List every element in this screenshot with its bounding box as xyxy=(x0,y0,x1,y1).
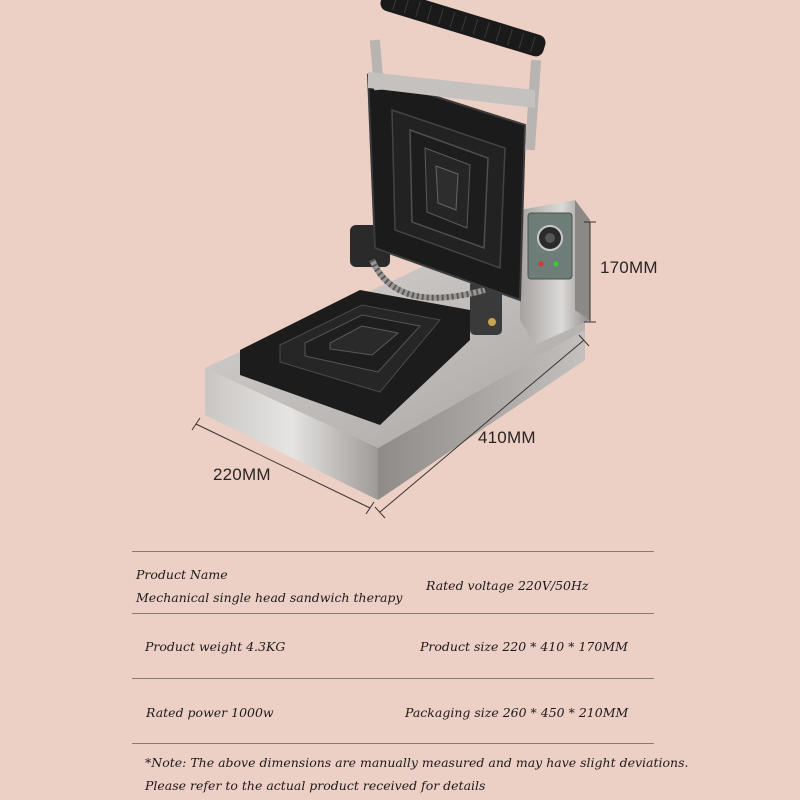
product-weight: Product weight 4.3KG xyxy=(145,639,286,654)
table-divider-4 xyxy=(132,743,654,744)
table-divider-3 xyxy=(132,678,654,679)
rated-power: Rated power 1000w xyxy=(146,705,274,720)
note-line-1: *Note: The above dimensions are manually measured and may have slight deviations. xyxy=(145,755,689,770)
product-name-label: Product Name xyxy=(136,567,228,582)
note-line-2: Please refer to the actual product received for details xyxy=(145,778,486,793)
height-dimension-label: 170MM xyxy=(600,258,658,277)
length-dimension-label: 410MM xyxy=(478,428,536,447)
product-name-value: Mechanical single head sandwich therapy xyxy=(136,590,403,605)
table-divider-2 xyxy=(132,613,654,614)
width-dimension-label: 220MM xyxy=(213,465,271,484)
table-divider-1 xyxy=(132,551,654,552)
packaging-size: Packaging size 260 * 450 * 210MM xyxy=(405,705,629,720)
lid-handle xyxy=(378,0,547,58)
product-size: Product size 220 * 410 * 170MM xyxy=(420,639,628,654)
rated-voltage: Rated voltage 220V/50Hz xyxy=(426,578,589,593)
